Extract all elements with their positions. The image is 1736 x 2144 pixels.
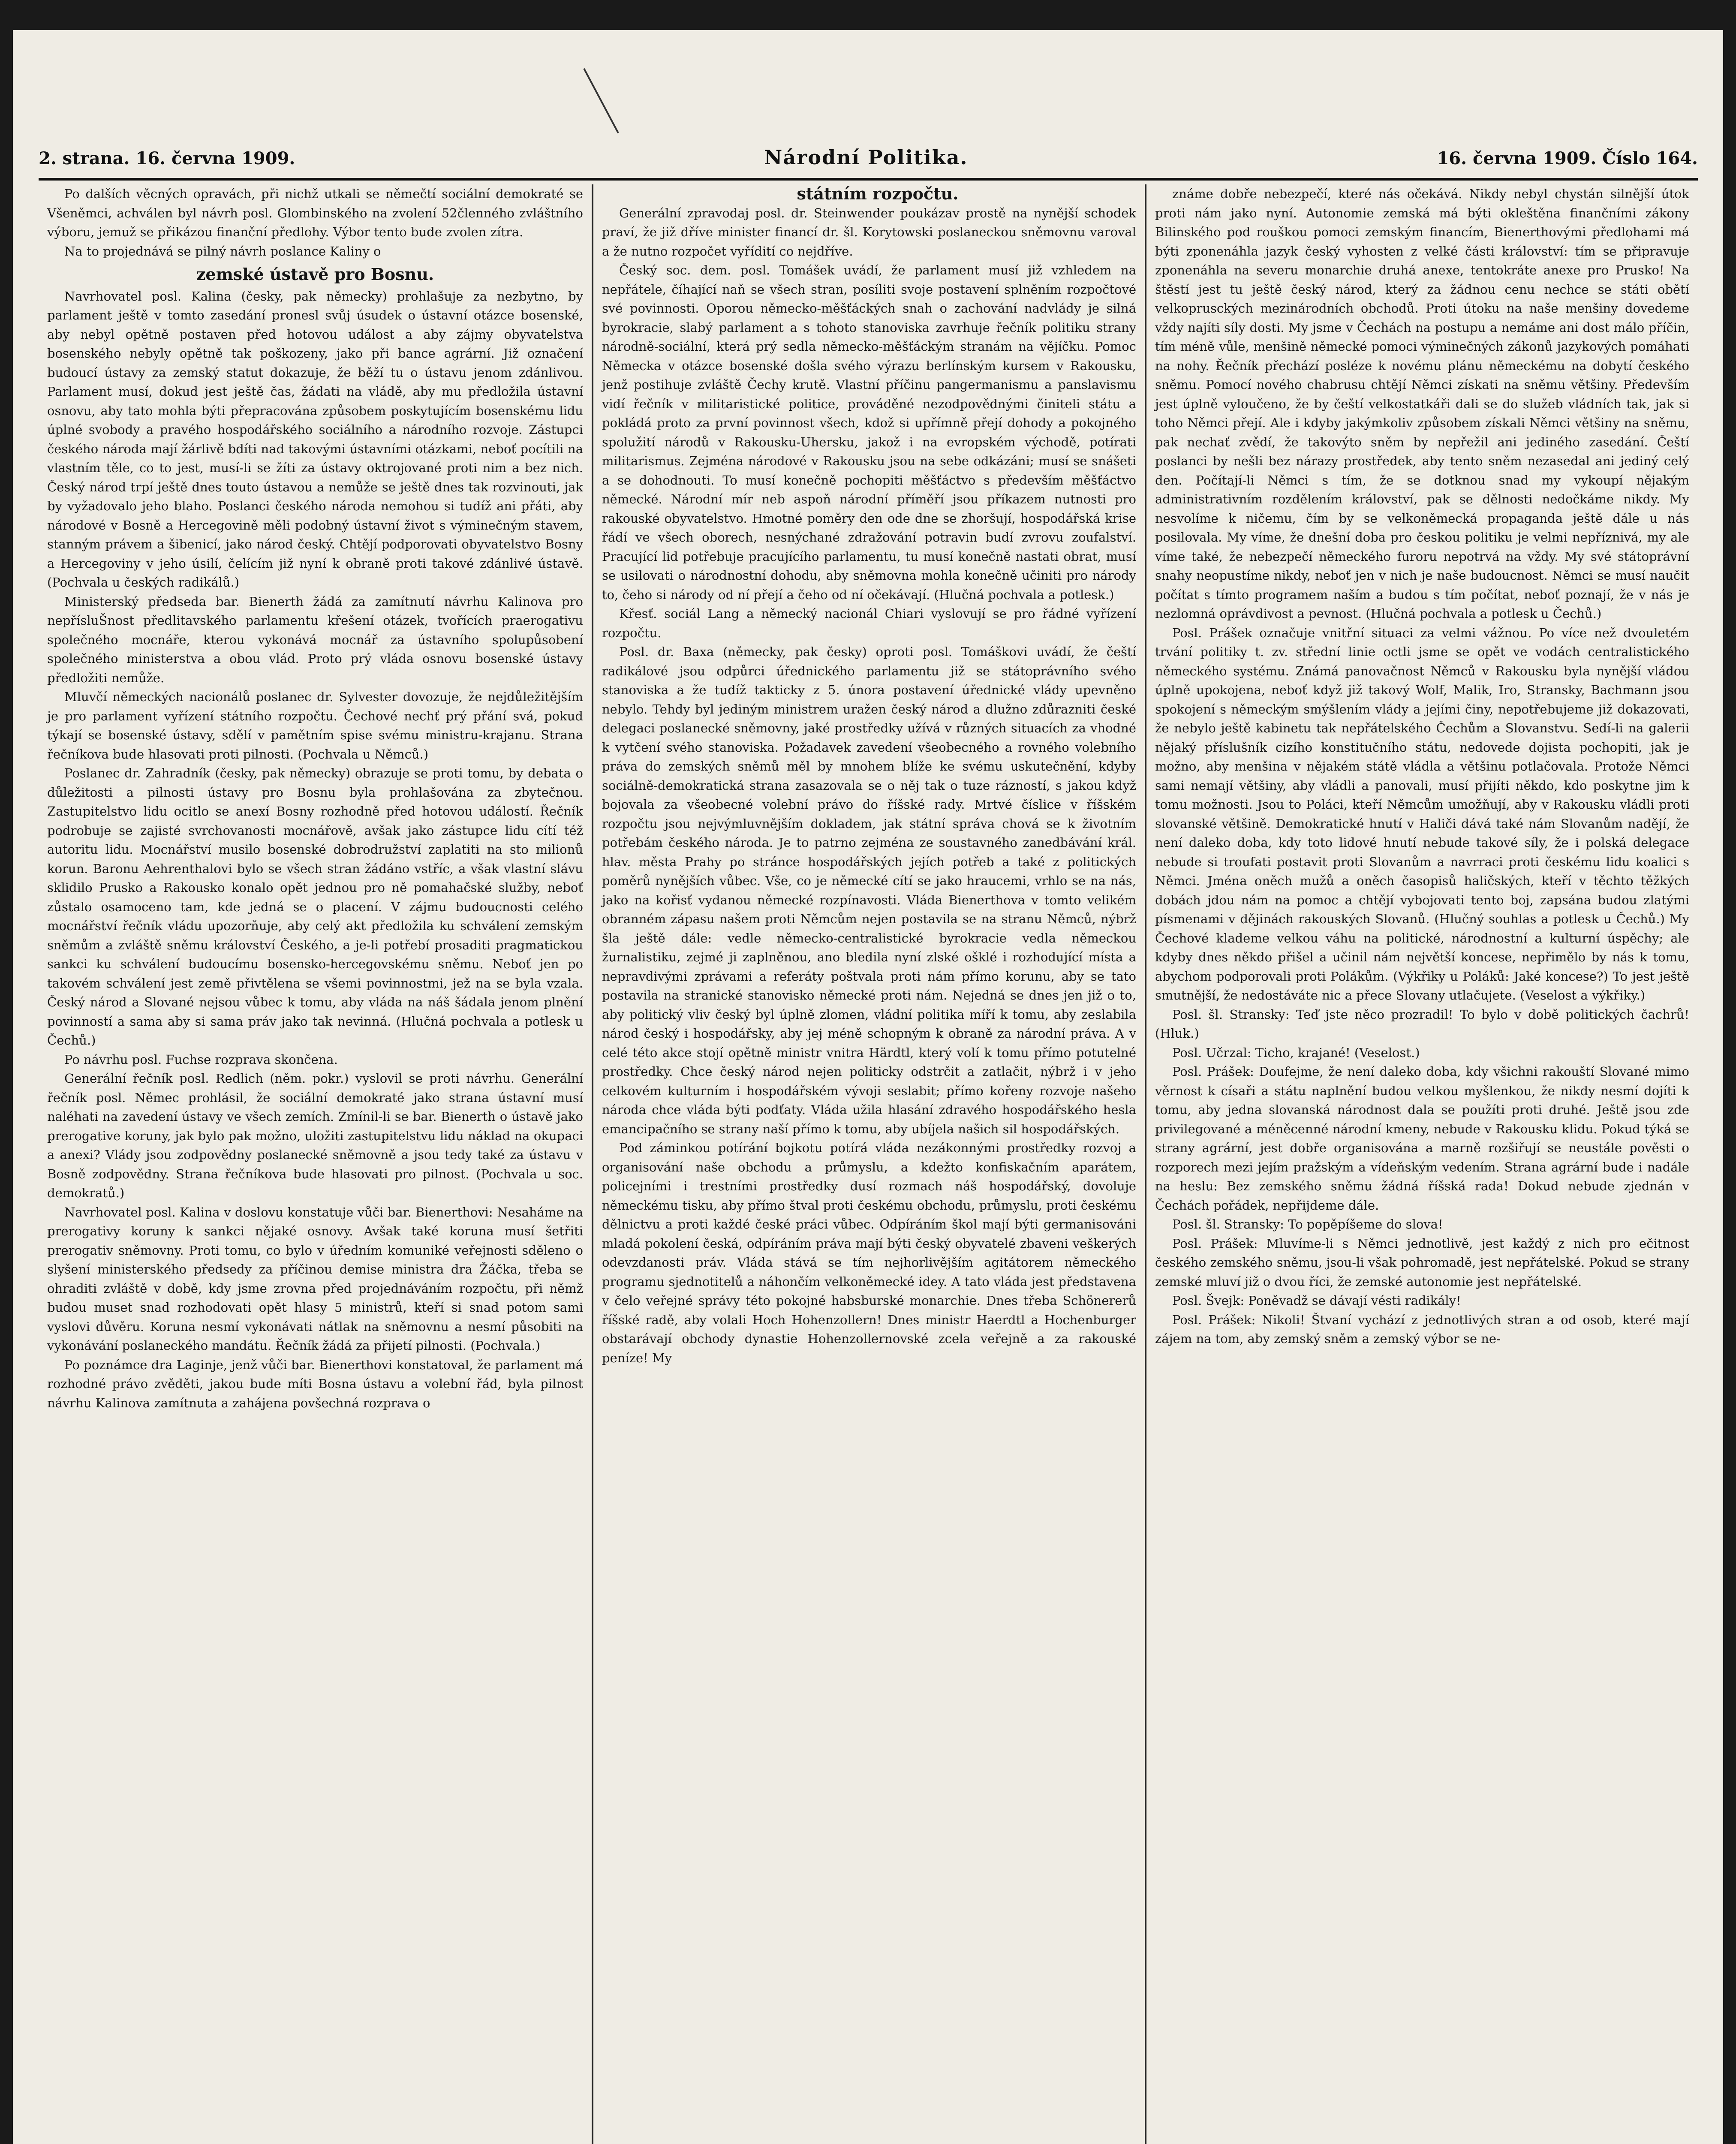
paragraph: Po dalších věcných opravách, při nichž utkali se němečtí sociální demokraté se Všeněmci, achválen byl návrh posl. Glombinského na zvolení 52členného zvláštního výboru, jemuž se přikázou finanční předlohy. Výbor tento bude zvolen zítra. (47, 187, 583, 239)
paragraph: Poslanec dr. Zahradník (česky, pak německy) obrazuje se proti tomu, by debata o důležitosti a pilnosti ústavy pro Bosnu byla prohlašována za zbytečnou. Zastupitelstvo lidu ocitlo se anexí Bosny rozhodně před hotovou událostí. Řečník podrobuje se zajisté svrchovanosti mocnářově, avšak jako zástupce lidu cítí též autoritu lidu. Mocnářství musilo bosenské dobrodružství zaplatiti na sto milionů korun. Baronu Aehrenthalovi bylo se všech stran žádáno vstříc, a však vlastní slávu sklidilo Prusko a Rakousko konalo opět jednou pro ně pomahačské služby, neboť zůstalo osamoceno tam, kde jedná se o placení. V zájmu budoucnosti celého mocnářství řečník vládu upozorňuje, aby celý akt předložila ku schválení zemským sněmům a zvláště sněmu království Českého, a je-li potřebí prosaditi pragmatickou sankci ku schválení budoucímu bosensko-hercegovskému sněmu. Neboť jen po takovém schválení jest země přivtělena se všemi povinnostmi, jež na se byla vzala. Český národ a Slované nejsou vůbec k tomu, aby vláda na náš šádala jenom plnění povinností a sama aby si sama práv jako tak nevinná. (Hlučná pochvala a potlesk u Čechů.) (47, 766, 583, 1048)
section-heading: státním rozpočtu. (797, 184, 959, 203)
paragraph: Posl. dr. Baxa (německy, pak česky) oproti posl. Tomáškovi uvádí, že čeští radikálové jsou odpůrci úřednického parlamentu již se státoprávního svého stanoviska a že tudíž takticky z 5. února postavení úřednické vlády upevněno nebylo. Tehdy byl jediným ministrem uražen český národ a dlužno zdůrazniti české delegaci poslanecké sněmovny, jaké prostředky užívá v různých situacích za vhodné k vytčení svého stanoviska. Požadavek zavedení všeobecného a rovného volebního práva do zemských sněmů měl by mnohem blíže ke svému uskutečnění, kdyby sociálně-demokratická strana zasazovala se o něj tak o tuze rázností, s jakou když bojovala za všeobecné volební právo do říšské rady. Mrtvé číslice v říšském rozpočtu jsou nejvýmluvnějším dokladem, jak státní správa chová se k životním potřebám českého národa. Je to patrno zejména ze soustavného zanedbávání král. hlav. města Prahy po stránce hospodářských jejích potřeb a také z politických poměrů nynějších vůbec. Vše, co je německé cítí se jako hraucemi, vrhlo se na nás, jako na kořisť vydanou německé rozpínavosti. Vláda Bienerthova v tomto velikém obranném zápasu našem proti Němcům nejen postavila se na stranu Němců, nýbrž šla ještě dále: vedle německo-centralistické byrokracie vedla německou žurnalistiku, zejmé ji zaplněnou, ano bledila nyní zlské ošklé i rozhodující místa a nepravdivými zprávami a referáty poštvala proti nám přímo korunu, aby se tato postavila na stranické stanovisko německé proti nám. Nejedná se dnes jen již o to, aby politický vliv český byl úplně zlomen, vládní politika míří k tomu, aby zeslabila národ český i hospodářsky, aby jej méně schopným k obraně za národní práva. A v celé této akce stojí opětně ministr vnitra Härdtl, který volí k tomu přímo potutelné prostředky. Chce český národ nejen politicky odstrčit a zatlačit, nýbrž i v jeho celkovém kulturním i hospodářském vývoji seslabit; přímo kořeny rozvoje našeho národa chce vláda býti podťaty. Vláda užila hlasání zdravého hospodářského hesla emancipačního se strany naší přímo k tomu, aby ubíjela našich sil hospodářských. (602, 644, 1136, 1136)
paragraph: Posl. Švejk: Poněvadž se dávají vésti radikály! (1172, 1293, 1461, 1308)
column-1 (39, 184, 592, 2144)
article-columns (39, 184, 1698, 2144)
paragraph: Pod záminkou potírání bojkotu potírá vláda nezákonnými prostředky rozvoj a organisování naše obchodu a průmyslu, a kdežto konfiskačním aparátem, policejními i trestními prostředky dusí rozmach náš hospodářský, dovoluje německému tisku, aby přímo štval proti českému obchodu, průmyslu, proti českému dělnictvu a proti každé české práci vůbec. Odpíráním škol mají býti germanisováni mladá pokolení česká, odpíráním práva mají býti český obyvatelé zbaveni veškerých odevzdanosti práv. Vláda stává se tím nejhorlivějším agitátorem německého programu sjednotitelů a náhončím velkoněmecké idey. A tato vláda jest představena v čelo veřejné správy této pokojné habsburské monarchie. Dnes třeba Schönererů říšské radě, aby volali Hoch Hohenzollern! Dnes ministr Haerdtl a Hochenburger obstarávají obchody dynastie Hohenzollernovské zcela veřejně a za rakouské peníze! My (602, 1141, 1136, 1365)
paragraph: Posl. Prášek označuje vnitřní situaci za velmi vážnou. Po více než dvouletém trvání politiky t. zv. střední linie octli jsme se opět ve vodách centralistického německého systému. Známá panovačnost Němců v Rakousku byla nynější vládou úplně upokojena, neboť když již takový Wolf, Malik, Iro, Stransky, Bachmann jsou spokojení s německým smýšlením vlády a jejími činy, nepotřebujeme již dokazovati, že nebylo ještě kabinetu tak nepřátelského Čechům a Slovanstvu. Sedí-li na galerii nějaký příslušník cizího konstitučního státu, nedovede dojista pochopiti, jak je možno, aby menšina v nějakém státě vládla a většinu potlačovala. Protože Němci sami nemají většiny, aby vládli a panovali, musí přijíti někdo, kdo poskytne jim k tomu možnosti. Jsou to Poláci, kteří Němcům umožňují, aby v Rakousku vládli proti slovanské většině. Demokratické hnutí v Haliči dává také nám Slovanům nadějí, že není daleko doba, kdy toto lidové hnutí nebude takové síly, že i polská delegace nebude si troufati postavit proti Slovanům a navrraci proti českému lidu koalici s Němci. Jména oněch mužů a oněch časopisů haličských, kteří v těchto těžkých dobách jdou nám na pomoc a chtějí vybojovati tento boj, zapsána budou zlatými písmenami v dějinách rakouských Slovanů. (Hlučný souhlas a potlesk u Čechů.) My Čechové klademe velkou váhu na politické, národnostní a kulturní úspěchy; ale kdyby dnes někdo přišel a učinil nám největší koncese, nepřimělo by nás k tomu, abychom podporovali proti Polákům. (Výkřiky u Poláků: Jaké koncese?) To jest ještě smutnější, že nedostáváte nic a přece Slovany utlačujete. (Veselost a výkřiky.) (1155, 625, 1689, 1003)
paragraph: Český soc. dem. posl. Tomášek uvádí, že parlament musí již vzhledem na nepřátele, číhající naň se všech stran, posíliti svoje postavení splněním rozpočtové své povinnosti. Oporou německo-měšťáckých snah o zachování nadvlády je silná byrokracie, slabý parlament a s tohoto stanoviska zavrhuje řečník politiku strany národně-sociální, která prý sedla německo-měšťáckým stranám na vějíčku. Pomoc Německa v otázce bosenské došla svého výrazu berlínským kursem v Rakousku, jenž postihuje zvláště Čechy krutě. Vlastní příčinu pangermanismu a panslavismu vidí řečník v militaristické politice, prováděné nezodpovědnými činiteli státu a pokládá proto za první povinnost všech, kdož si upřímně přejí dohody a pokojného spolužití národů v Rakousku-Uhersku, jakož i na evropském východě, potírati militarismus. Zejména národové v Rakousku jsou na sebe odkázáni; musí se snášeti a se dohodnouti. To musí konečně pochopiti měšťáctvo s především měšťáctvo německé. Národní mír neb aspoň národní příměří jsou příkazem nutnosti pro rakouské obyvatelstvo. Hmotné poměry den ode dne se zhoršují, hospodářská krise řádí ve všech oborech, nesnýchané zdražování potravin budí zvrovu zoufalství. Pracující lid potřebuje pracujícího parlamentu, tu musí konečně nastati obrat, musí se usilovati o národnostní dohodu, aby sněmovna mohla konečně učiniti pro národy to, čeho si národy od ní přejí a čeho od ní očekávají. (Hlučná pochvala a potlesk.) (602, 263, 1136, 602)
section-heading: zemské ústavě pro Bosnu. (196, 265, 434, 284)
newspaper-page (13, 30, 1723, 2144)
paragraph: Po poznámce dra Laginje, jenž vůči bar. Bienerthovi konstatoval, že parlament má rozhodné právo zvěděti, jakou bude míti Bosna ústavu a volební řád, byla pilnost návrhu Kalinova zamítnuta a zahájena povšechná rozprava o (47, 1357, 583, 1410)
paragraph: Generální zpravodaj posl. dr. Steinwender poukázav prostě na nynější schodek praví, že již dříve minister financí dr. šl. Korytowski poslaneckou sněmovnu varoval a že nutno rozpočet vyřídití co nejdříve. (602, 205, 1136, 259)
paragraph: Křesť. sociál Lang a německý nacionál Chiari vyslovují se pro řádné vyřízení rozpočtu. (602, 606, 1136, 640)
masthead-title: Národní Politika. (764, 146, 968, 169)
page-header (39, 146, 1698, 176)
paragraph: známe dobře nebezpečí, které nás očekává. Nikdy nebyl chystán silnější útok proti nám jako nyní. Autonomie zemská má býti okleštěna finančními zákony Bilinského pod rouškou pomoci zemským financím, Bienerthovými předlohami má býti zponenáhla jazyk český vyhosten z velké části království: tím se připravuje zponenáhla na severu monarchie druhá anexe, tentokráte anexe pro Prusko! Na štěstí jest tu ještě český národ, který za žádnou cenu nechce se státi obětí velkoprusckých mezinárodních obchodů. Proti útoku na naše menšiny dovedeme vždy najíti síly dosti. My jsme v Čechách na postupu a nemáme ani dost málo příčin, tím méně vůle, menšině německé pomoci výminečných zákonů jazykových pomáhati na nohy. Řečník přechází posléze k novému plánu německému na dobytí českého sněmu. Pomocí nového chabrusu chtějí Němci získati na sněmu většiny. Především jest úplně vyloučeno, že by čeští velkostatkáři dali se do služeb vládních tak, jak si toho Němci přejí. Ale i kdyby jakýmkoliv způsobem získali Němci většiny na sněmu, pak nechať zvědí, že takovýto sněm by nepřežil ani jediného zasedání. Čeští poslanci by nešli bez nárazy prostředek, aby tento sněm nezasedal ani jediný celý den. Počítají-li Němci s tím, že se dotknou snad my vykoupí nějakým administrativním rozdělením království, pak se dělnosti nedočkáme nikdy. My nesvolíme k ničemu, čím by se velkoněmecká propaganda ještě dále u nás posilovala. My víme, že dnešní doba pro českou politiku je velmi nepříznivá, my ale víme také, že nebezpečí německého furoru nepotrvá na vždy. My své státoprávní snahy neopustíme nikdy, neboť jen v nich je naše budoucnost. Němci se musí naučit počítat s tímto programem naším a budou s tím počítat, neboť poznají, že v nás je nezlomná oprávdivost a pevnost. (Hlučná pochvala a potlesk u Čechů.) (1155, 187, 1689, 621)
paragraph: Navrhovatel posl. Kalina (česky, pak německy) prohlašuje za nezbytno, by parlament ještě v tomto zasedání pronesl svůj úsudek o ústavní otázce bosenské, aby nebyl opětně postaven před hotovou událost a aby zájmy obyvatelstva bosenského nebyly opětně tak poškozeny, jako při bance agrární. Již označení budoucí ústavy za zemský statut dokazuje, že běží tu o ústavu jenom zdánlivou. Parlament musí, dokud jest ještě čas, žádati na vládě, aby mu předložila ústavní osnovu, aby tato mohla býti přepracována způsobem poskytujícím bosenskému lidu úplné svobody a pravého hospodářského sociálního a národního rozvoje. Zástupci českého národa mají žárlivě bdíti nad takovými ústavními otázkami, neboť pocítili na vlastním těle, co to jest, musí-li se žíti za ústavy oktrojované proti nim a bez nich. Český národ trpí ještě dnes touto ústavou a nemůže se ještě dnes tak rozvinouti, jak by vyžadovalo jeho blaho. Poslanci českého národa nemohou si tudíž ani přáti, aby národové v Bosně a Hercegovině měli podobný ústavní život s výminečným stavem, stanným právem a šibenicí, jako národ český. Chtějí podporovati obyvatelstvo Bosny a Hercegoviny v jeho úsilí, čelícím již nyní k obraně proti takové zdánlivé ústavě. (Pochvala u českých radikálů.) (47, 289, 583, 590)
paragraph: Na to projednává se pilný návrh poslance Kaliny o (64, 244, 381, 259)
paragraph: Mluvčí německých nacionálů poslanec dr. Sylvester dovozuje, že nejdůležitějším je pro parlament vyřízení státního rozpočtu. Čechové nechť prý přání svá, pokud týkají se bosenské ústavy, sdělí v pamětním spise svému ministru-krajanu. Strana řečníkova bude hlasovati proti pilnosti. (Pochvala u Němců.) (47, 690, 583, 762)
paragraph: Generální řečník posl. Redlich (něm. pokr.) vyslovil se proti návrhu. Generální řečník posl. Němec prohlásil, že sociální demokraté jako strana ústavní musí naléhati na zavedení ústavy ve všech zemích. Zmínil-li se bar. Bienerth o ústavě jako prerogative koruny, jak bylo pak možno, uložiti zastupitelstvu lidu náklad na okupaci a anexi? Vlády jsou zodpovědny poslanecké sněmovně a jsou tedy také za ústavu v Bosně zodpovědny. Strana řečníkova bude hlasovati pro pilnost. (Pochvala u soc. demokratů.) (47, 1071, 583, 1200)
margin-scratch (583, 68, 619, 133)
paragraph: Po návrhu posl. Fuchse rozprava skončena. (64, 1052, 338, 1067)
paragraph: Posl. Prášek: Nikoli! Štvaní vychází z jednotlivých stran a od osob, které mají zájem na tom, aby zemský sněm a zemský výbor se ne- (1155, 1312, 1689, 1346)
paragraph: Posl. Prášek: Doufejme, že není daleko doba, kdy všichni rakouští Slované mimo věrnost k císaři a státu naplnění budou velkou myšlenkou, že nikdy nesmí dojíti k tomu, aby jedna slovanská národnost dala se použíti proti druhé. Ještě jsou zde privilegované a méněcenné národní kmeny, nebude v Rakousku klidu. Pokud týká se strany agrární, jest dobře organisována a marně rozšiřují se neustále pověsti o rozporech mezi jejím pražským a vídeňským vedením. Strana agrární bude i nadále na heslu: Bez zemského sněmu žádná říšská rada! Dokud nebude zjednán v Čechách pořádek, nepřijdeme dále. (1155, 1064, 1689, 1213)
header-date-left: 2. strana. 16. června 1909. (39, 148, 295, 169)
column-3 (1145, 184, 1698, 2144)
paragraph: Posl. Prášek: Mluvíme-li s Němci jednotlivě, jest každý z nich pro ečitnost českého zemského sněmu, jsou-li však pohromadě, jest nepřátelské. Pokud se strany zemské mluví již o dvou říci, že zemské autonomie jest nepřátelské. (1155, 1236, 1689, 1289)
paragraph: Ministerský předseda bar. Bienerth žádá za zamítnutí návrhu Kalinova pro nepřísluŠnost předlitavského parlamentu křešení otázek, tvořících praerogativu společného mocnáře, kterou vykonává mocnář za ústavního spolupůsobení společného ministerstva a obou vlád. Proto prý vláda osnovu bosenské ústavy předložiti nemůže. (47, 594, 583, 685)
paragraph: Navrhovatel posl. Kalina v doslovu konstatuje vůči bar. Bienerthovi: Nesaháme na prerogativy koruny k sankci nějaké osnovy. Avšak také koruna musí šetřiti prerogativ sněmovny. Proti tomu, co bylo v úředním komuniké veřejnosti sděleno o slyšení ministerského předsedy za příčinou demise ministra dra Žáčka, třeba se ohraditi zvláště v době, kdy jsme zrovna před projednáváním rozpočtu, při němž budou muset snad rozhodovati opět hlasy 5 ministrů, kteří si snad potom sami vyslovi důvěru. Koruna nesmí vykonávati nátlak na sněmovnu a nesmí působiti na vykonávání poslaneckého mandátu. Řečník žádá za přijetí pilnosti. (Pochvala.) (47, 1204, 583, 1353)
header-issue-right: 16. června 1909. Číslo 164. (1437, 148, 1698, 169)
paragraph: Posl. šl. Stransky: Teď jste něco prozradil! To bylo v době politických čachrů! (Hluk.) (1155, 1007, 1689, 1041)
paragraph: Posl. Učrzal: Ticho, krajané! (Veselost.) (1172, 1045, 1420, 1060)
paragraph: Posl. šl. Stransky: To popěpíšeme do slova! (1172, 1217, 1443, 1232)
header-rule (39, 178, 1698, 181)
column-2 (592, 184, 1145, 2144)
